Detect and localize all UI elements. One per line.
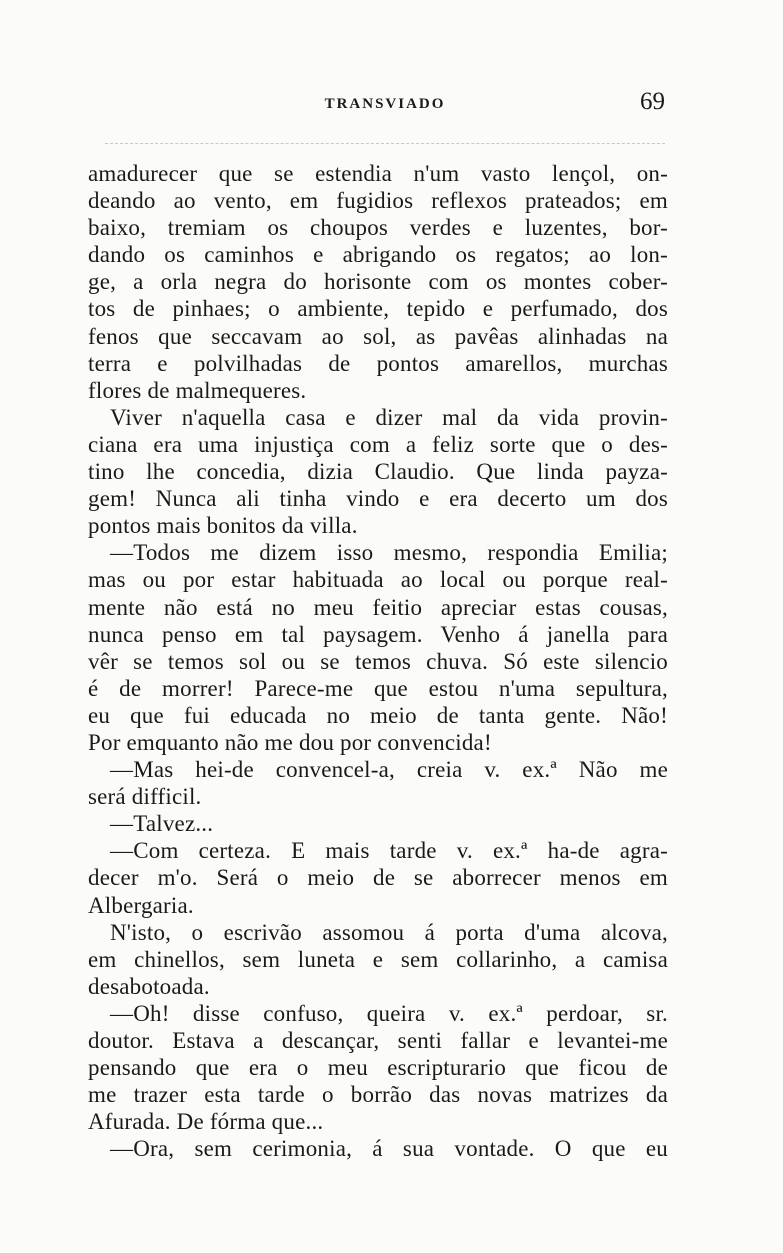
text-line: ciana era uma injustiça com a feliz sorte que o des- bbox=[88, 431, 668, 457]
text-line: em chinellos, sem luneta e sem collarinho, a camisa bbox=[88, 946, 668, 972]
text-line: —Talvez... bbox=[110, 811, 214, 837]
running-head bbox=[105, 88, 665, 118]
text-line: Afurada. De fórma que... bbox=[88, 1109, 324, 1135]
text-line: eu que fui educada no meio de tanta gente. Não! bbox=[88, 702, 668, 728]
text-line: —Com certeza. E mais tarde v. ex.ª ha-de agra- bbox=[110, 838, 668, 864]
text-line: é de morrer! Parece-me que estou n'uma sepultura, bbox=[88, 675, 668, 701]
text-line: —Oh! disse confuso, queira v. ex.ª perdoar, sr. bbox=[110, 1000, 668, 1026]
text-line: tino lhe concedia, dizia Claudio. Que linda payza- bbox=[88, 459, 668, 485]
text-line: amadurecer que se estendia n'um vasto lençol, on- bbox=[88, 161, 668, 186]
text-line: nunca penso em tal paysagem. Venho á janella para bbox=[88, 621, 668, 647]
text-line: será difficil. bbox=[88, 784, 202, 810]
page-number: 69 bbox=[640, 88, 665, 115]
text-line: N'isto, o escrivão assomou á porta d'uma alcova, bbox=[110, 919, 668, 945]
text-line: decer m'o. Será o meio de se aborrecer menos em bbox=[88, 865, 668, 891]
text-line: pontos mais bonitos da villa. bbox=[88, 513, 358, 539]
text-line: ge, a orla negra do horisonte com os montes cober- bbox=[88, 269, 668, 295]
text-line: pensando que era o meu escripturario que ficou de bbox=[88, 1055, 668, 1081]
text-line: deando ao vento, em fugidios reflexos prateados; em bbox=[88, 188, 668, 214]
text-line: vêr se temos sol ou se temos chuva. Só este silencio bbox=[88, 648, 668, 674]
text-line: mente não está no meu feitio apreciar estas cousas, bbox=[88, 594, 668, 620]
text-line: doutor. Estava a descançar, senti fallar e levantei-me bbox=[88, 1028, 668, 1053]
text-line: —Mas hei-de convencel-a, creia v. ex.ª Não me bbox=[110, 757, 668, 783]
text-line: flores de malmequeres. bbox=[88, 377, 307, 403]
text-line: Albergaria. bbox=[88, 892, 194, 918]
text-line: fenos que seccavam ao sol, as pavêas alinhadas na bbox=[88, 323, 668, 349]
text-line: dando os caminhos e abrigando os regatos; ao lon- bbox=[88, 242, 668, 268]
text-line: Viver n'aquella casa e dizer mal da vida provin- bbox=[110, 404, 668, 430]
text-line: baixo, tremiam os choupos verdes e luzentes, bor- bbox=[88, 215, 668, 241]
text-line: mas ou por estar habituada ao local ou porque real- bbox=[88, 567, 668, 593]
text-line: —Todos me dizem isso mesmo, respondia Emilia; bbox=[110, 540, 668, 566]
text-line: Por emquanto não me dou por convencida! bbox=[88, 729, 492, 755]
text-line: gem! Nunca ali tinha vindo e era decerto um dos bbox=[88, 486, 668, 512]
text-line: tos de pinhaes; o ambiente, tepido e perfumado, dos bbox=[88, 296, 668, 322]
running-title: TRANSVIADO bbox=[324, 96, 446, 112]
text-line: desabotoada. bbox=[88, 973, 210, 999]
header-rule bbox=[105, 143, 665, 144]
text-line: terra e polvilhadas de pontos amarellos, murchas bbox=[88, 350, 668, 376]
body-text bbox=[88, 160, 668, 1162]
text-line: me trazer esta tarde o borrão das novas matrizes da bbox=[88, 1082, 668, 1108]
text-line: —Ora, sem cerimonia, á sua vontade. O que eu bbox=[110, 1136, 668, 1162]
